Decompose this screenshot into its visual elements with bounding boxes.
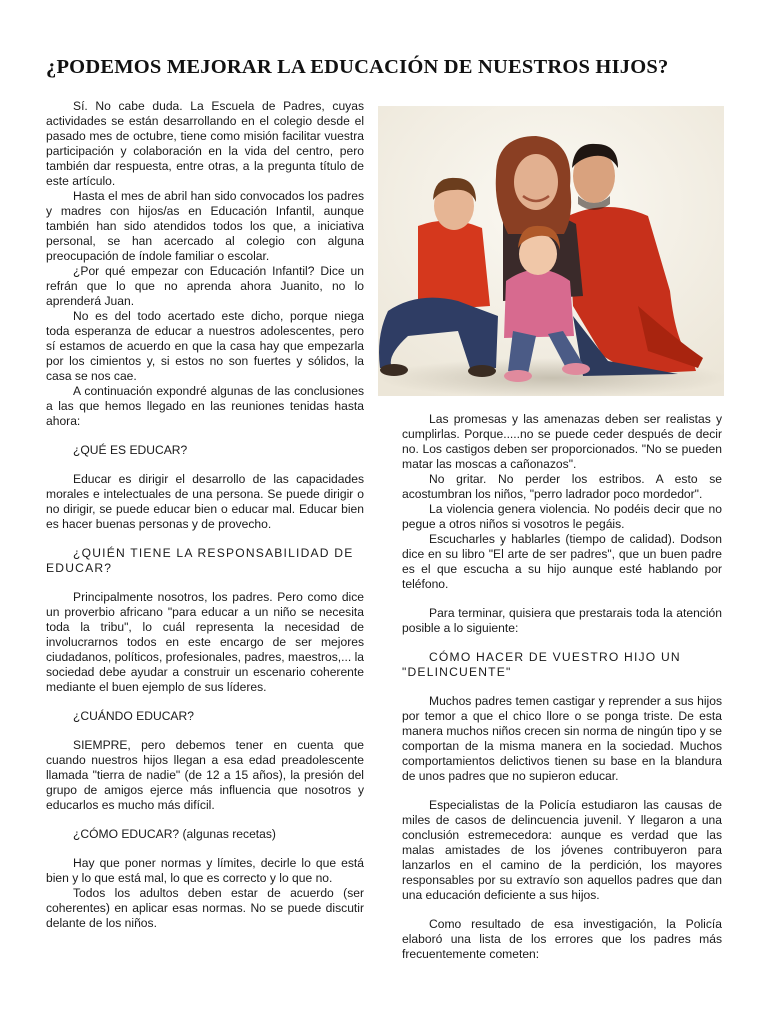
- paragraph: SIEMPRE, pero debemos tener en cuenta que cuando nuestros hijos llegan a esa edad preadolescente llamada "tierra de nadie" (de 12 a 15 años), la presión del grupo de amigos ejerce más influencia que nosotros y educarlos es mucho más difícil.: [46, 738, 364, 812]
- paragraph: Principalmente nosotros, los padres. Pero como dice un proverbio africano "para educar a un niño se necesita toda la tribu", lo cuál representa la necesidad de involucrarnos todos en este encargo de ser mejores ciudadanos, políticos, profesionales, padres, maestros,... la sociedad debe ayudar a construir un escenario coherente mediante el buen ejemplo de sus líderes.: [46, 590, 364, 694]
- paragraph: A continuación expondré algunas de las conclusiones a las que hemos llegado en las reuniones tenidas hasta ahora:: [46, 384, 364, 428]
- section-heading: ¿CUÁNDO EDUCAR?: [73, 709, 194, 723]
- paragraph: Para terminar, quisiera que prestarais toda la atención posible a lo siguiente:: [402, 606, 722, 635]
- section-heading: ¿CÓMO EDUCAR? (algunas recetas): [73, 827, 276, 841]
- section-heading: CÓMO HACER DE VUESTRO HIJO UN "DELINCUENTE": [402, 650, 681, 679]
- paragraph: Hay que poner normas y límites, decirle lo que está bien y lo que está mal, lo que es correcto y lo que no.: [46, 856, 364, 885]
- left-column: [46, 99, 364, 931]
- paragraph: Hasta el mes de abril han sido convocados los padres y madres con hijos/as en Educación Infantil, aunque también han sido atendidos todos los que, a iniciativa personal, se han acercado al colegio con alguna preocupación de índole familiar o escolar.: [46, 189, 364, 263]
- right-column: [402, 412, 722, 962]
- paragraph: No es del todo acertado este dicho, porque niega toda esperanza de educar a nuestros adolescentes, pero sí estamos de acuerdo en que la casa hay que empezarla por los cimientos y, si estos no son fuertes y sólidos, la casa se nos cae.: [46, 309, 364, 383]
- paragraph: Educar es dirigir el desarrollo de las capacidades morales e intelectuales de una persona. Se puede dirigir o no dirigir, se puede educar bien o educar mal. Educar bien es hacer buenas personas y de provecho.: [46, 472, 364, 531]
- paragraph: No gritar. No perder los estribos. A esto se acostumbran los niños, "perro ladrador poco mordedor".: [402, 472, 722, 501]
- paragraph: Escucharles y hablarles (tiempo de calidad). Dodson dice en su libro "El arte de ser padres", que un buen padre es el que escucha a su hijo aunque esté hablando por teléfono.: [402, 532, 722, 591]
- paragraph: ¿Por qué empezar con Educación Infantil? Dice un refrán que lo que no aprenda ahora Juanito, no lo aprenderá Juan.: [46, 264, 364, 308]
- paragraph: Como resultado de esa investigación, la Policía elaboró una lista de los errores que los padres más frecuentemente cometen:: [402, 917, 722, 961]
- paragraph: Todos los adultos deben estar de acuerdo (ser coherentes) en aplicar esas normas. No se puede discutir delante de los niños.: [46, 886, 364, 930]
- paragraph: Muchos padres temen castigar y reprender a sus hijos por temor a que el chico llore o se ponga triste. De esta manera muchos niños crecen sin norma de ningún tipo y se comportan de la misma manera en la sociedad. Muchos comportamientos delictivos tienen su base en la blandura de unos padres que no supieron educar.: [402, 694, 722, 783]
- page-title: ¿PODEMOS MEJORAR LA EDUCACIÓN DE NUESTROS HIJOS?: [46, 56, 669, 78]
- paragraph: Las promesas y las amenazas deben ser realistas y cumplirlas. Porque.....no se puede ceder después de decir no. Los castigos deben ser proporcionados. "No se pueden matar las moscas a cañonazos".: [402, 412, 722, 471]
- paragraph: La violencia genera violencia. No podéis decir que no pegue a otros niños si vosotros le pegáis.: [402, 502, 722, 531]
- paragraph: Especialistas de la Policía estudiaron las causas de miles de casos de delincuencia juvenil. Y llegaron a una conclusión estremecedora: aunque es verdad que las malas amistades de los jóvenes contribuyeron para lanzarlos en el camino de la perdición, los mayores responsables por su extravío son aquellos padres que dan una educación deficiente a sus hijos.: [402, 798, 722, 902]
- family-photo: [378, 106, 724, 396]
- paragraph: Sí. No cabe duda. La Escuela de Padres, cuyas actividades se están desarrollando en el colegio desde el pasado mes de octubre, tiene como misión facilitar vuestra participación y colaboración en la vida del centro, pero también dar respuesta, entre otras, a la pregunta título de este artículo.: [46, 99, 364, 188]
- section-heading: ¿QUIÉN TIENE LA RESPONSABILIDAD DE EDUCAR?: [46, 546, 354, 575]
- section-heading: ¿QUÉ ES EDUCAR?: [73, 443, 188, 457]
